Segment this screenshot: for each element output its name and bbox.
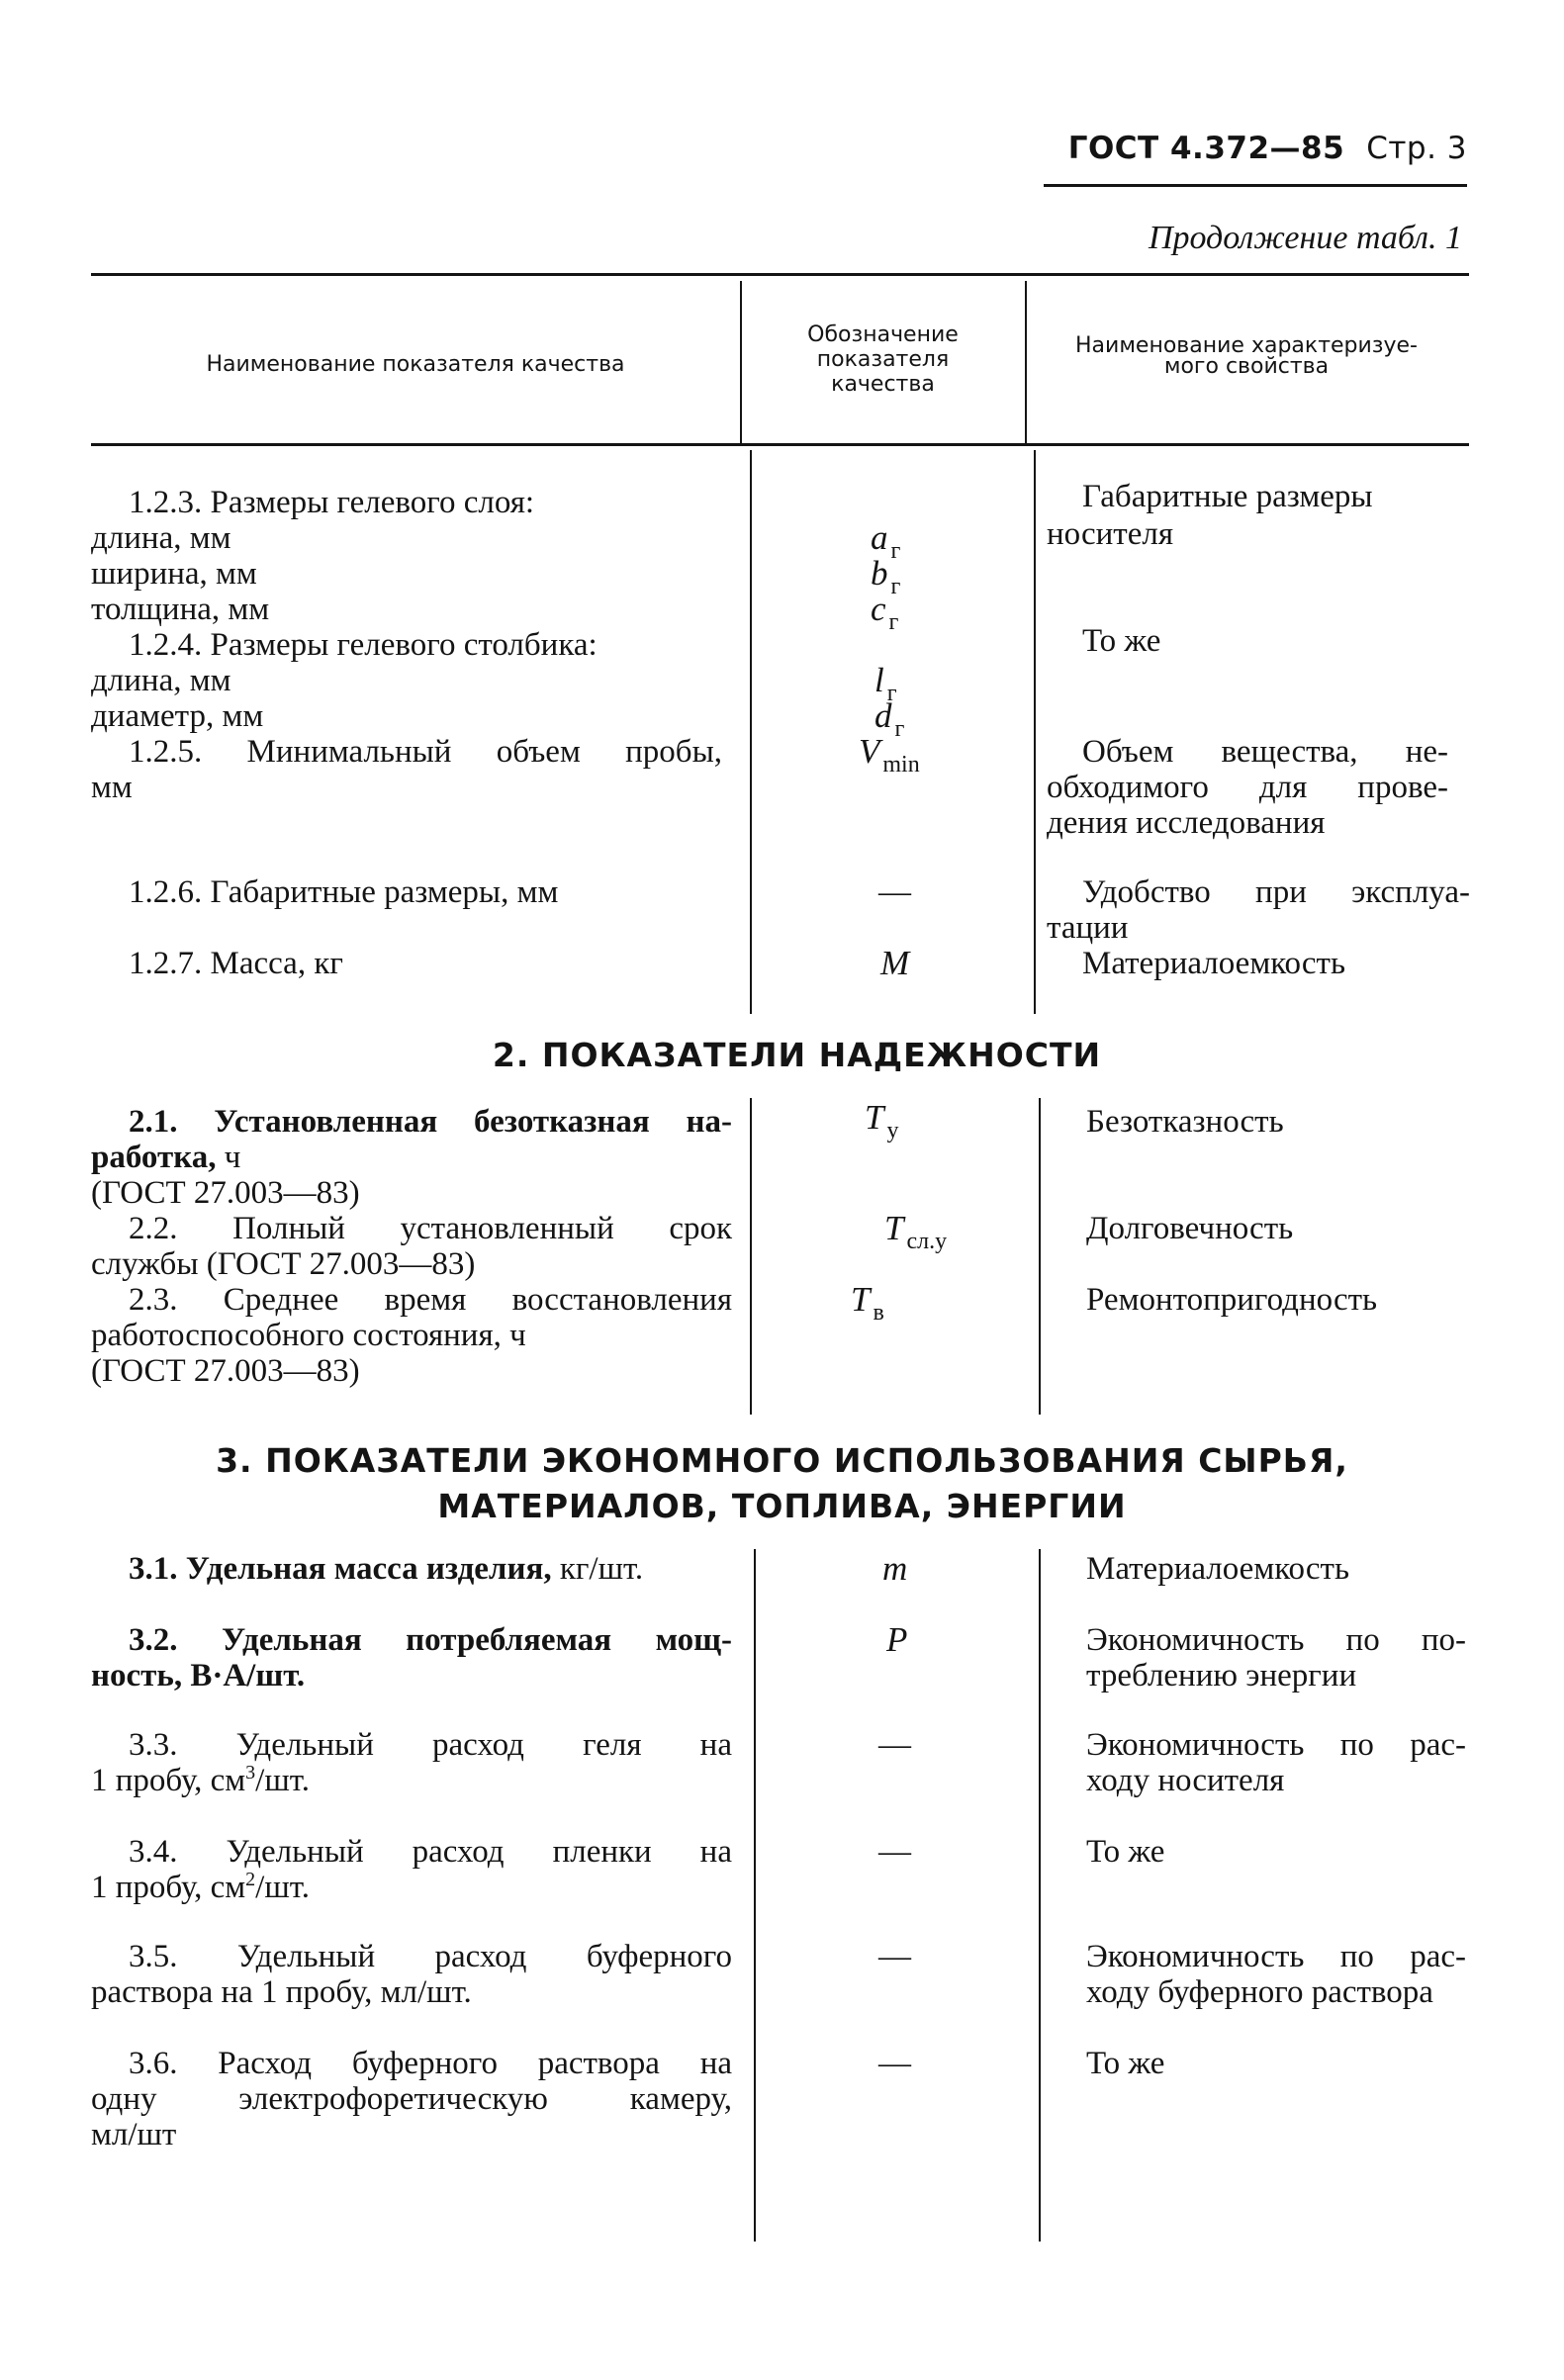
row-3-6-symbol: — [878, 2046, 911, 2081]
header-column-divider-2 [1025, 281, 1027, 443]
symbol-l-g: l $_г$ [874, 661, 897, 706]
symbol-t-u: T $_у$ [865, 1098, 899, 1144]
row-1-2-5-property-l3: дения исследования [1047, 805, 1326, 841]
row-3-6-name-l2: одну электрофоретическую камеру, [91, 2081, 732, 2117]
row-3-3-symbol: — [878, 1727, 911, 1763]
row-1-2-5-property-l2: обходимого для прове- [1047, 770, 1448, 805]
row-2-1-name: 2.1. Установленная безотказная на- [129, 1104, 732, 1140]
row-3-6-name: 3.6. Расход буферного раствора на [129, 2046, 732, 2081]
section-3-title-l1: 3. ПОКАЗАТЕЛИ ЭКОНОМНОГО ИСПОЛЬЗОВАНИЯ СЫРЬЯ, [216, 1441, 1348, 1480]
row-2-3-name-l2: работоспособного состояния, ч [91, 1318, 526, 1353]
row-1-2-3-length: длина, мм [91, 520, 231, 556]
symbol-c-g: c $_г$ [871, 590, 899, 635]
column-header-property [1034, 332, 1459, 380]
row-1-2-4-length: длина, мм [91, 663, 231, 698]
row-3-4-name-l2: 1 пробу, $см^2/шт$. [91, 1869, 310, 1905]
section3-column-divider-1 [754, 1549, 756, 2242]
row-3-3-property-l1: Экономичность по рас- [1086, 1727, 1466, 1763]
section-3-title-l2: МАТЕРИАЛОВ, ТОПЛИВА, ЭНЕРГИИ [437, 1487, 1127, 1525]
row-1-2-5-name-l2: мм [91, 770, 133, 805]
section2-column-divider-1 [750, 1098, 752, 1415]
row-3-1-property: Материалоемкость [1086, 1551, 1349, 1587]
section-2-title: 2. ПОКАЗАТЕЛИ НАДЕЖНОСТИ [492, 1036, 1102, 1074]
row-1-2-3-property-l2: носителя [1047, 516, 1174, 552]
symbol-t-sl-u: T $_{сл.у}$ [884, 1209, 948, 1254]
row-3-3-name-l2: 1 пробу, $см^3/шт$. [91, 1762, 310, 1798]
row-2-2-property: Долговечность [1086, 1211, 1294, 1246]
symbol-t-v: T $_в$ [851, 1280, 884, 1326]
row-1-2-6-property-l2: тации [1047, 910, 1129, 946]
row-1-2-6-property-l1: Удобство при эксплуа- [1082, 874, 1470, 910]
row-2-1-standard: (ГОСТ 27.003—83) [91, 1175, 360, 1211]
row-3-3-name: 3.3. Удельный расход геля на [129, 1727, 732, 1763]
row-3-1-symbol: m [882, 1549, 908, 1588]
section-3-title [0, 1438, 1564, 1529]
column-header-symbol [747, 321, 1019, 398]
column-header-symbol-l1: Обозначение [807, 322, 959, 347]
row-3-4-symbol: — [878, 1834, 911, 1870]
row-1-2-3-width: ширина, мм [91, 556, 257, 592]
group1-column-divider-2 [1034, 450, 1036, 1014]
symbol-v-min: V $_{min}$ [859, 732, 920, 778]
row-2-2-name: 2.2. Полный установленный срок [129, 1211, 732, 1246]
row-1-2-4-property: То же [1082, 623, 1161, 659]
row-3-2-name: 3.2. Удельная потребляемая мощ- [129, 1622, 732, 1658]
symbol-a-g: a $_г$ [871, 518, 901, 564]
row-1-2-5-property-l1: Объем вещества, не- [1082, 734, 1448, 770]
row-3-4-name: 3.4. Удельный расход пленки на [129, 1834, 732, 1870]
table-header-rule [91, 443, 1469, 446]
row-1-2-3-thickness: толщина, мм [91, 592, 270, 627]
row-3-5-property-l1: Экономичность по рас- [1086, 1939, 1466, 1974]
row-3-5-property-l2: ходу буферного раствора [1086, 1974, 1433, 2010]
row-1-2-6-symbol: — [878, 874, 911, 910]
row-1-2-3-name: 1.2.3. Размеры гелевого слоя: [129, 485, 535, 520]
row-2-1-property: Безотказность [1086, 1104, 1284, 1140]
symbol-d-g: d $_г$ [874, 696, 905, 742]
row-1-2-5-name: 1.2.5. Минимальный объем пробы, [129, 734, 722, 770]
section3-column-divider-2 [1039, 1549, 1041, 2242]
column-header-symbol-l3: качества [831, 372, 935, 397]
table-top-rule [91, 273, 1469, 276]
row-1-2-7-property: Материалоемкость [1082, 946, 1345, 981]
row-3-5-name-l2: раствора на 1 пробу, мл/шт. [91, 1974, 472, 2010]
column-header-symbol-l2: показателя [816, 347, 950, 372]
row-1-2-3-property-l1: Габаритные размеры [1082, 479, 1373, 514]
row-3-2-property-l1: Экономичность по по- [1086, 1622, 1466, 1658]
row-3-6-name-l3: мл/шт [91, 2117, 177, 2152]
column-header-property-l1: Наименование характеризуе- [1075, 333, 1418, 358]
row-3-4-property: То же [1086, 1834, 1165, 1870]
row-3-3-property-l2: ходу носителя [1086, 1763, 1285, 1798]
symbol-b-g: b $_г$ [871, 554, 901, 599]
row-1-2-4-diameter: диаметр, мм [91, 698, 264, 734]
column-header-property-l2: мого свойства [1163, 354, 1330, 379]
row-2-2-name-l2: службы (ГОСТ 27.003—83) [91, 1246, 476, 1282]
header-column-divider-1 [740, 281, 742, 443]
section2-column-divider-2 [1039, 1098, 1041, 1415]
document-header [1068, 131, 1467, 166]
row-3-1-name: 3.1. Удельная масса изделия, кг/шт. [129, 1551, 644, 1587]
row-3-2-name-l2: ность, В·А/шт. [91, 1658, 306, 1693]
row-3-2-property-l2: треблению энергии [1086, 1658, 1357, 1693]
row-2-3-property: Ремонтопригодность [1086, 1282, 1378, 1318]
row-2-3-name: 2.3. Среднее время восстановления [129, 1282, 732, 1318]
header-rule [1044, 184, 1467, 187]
row-2-1-name-l2: работка, ч [91, 1140, 241, 1175]
row-2-3-standard: (ГОСТ 27.003—83) [91, 1353, 360, 1389]
row-1-2-7-symbol: M [880, 944, 910, 982]
group1-column-divider-1 [750, 450, 752, 1014]
row-3-5-name: 3.5. Удельный расход буферного [129, 1939, 732, 1974]
doc-id: ГОСТ 4.372—85 [1067, 131, 1345, 166]
column-header-name: Наименование показателя качества [206, 352, 625, 377]
row-1-2-6-name: 1.2.6. Габаритные размеры, мм [129, 874, 559, 910]
row-3-5-symbol: — [878, 1939, 911, 1974]
table-continuation-label: Продолжение табл. 1 [1148, 220, 1462, 256]
row-3-2-symbol: P [886, 1620, 908, 1659]
row-1-2-4-name: 1.2.4. Размеры гелевого столбика: [129, 627, 598, 663]
row-1-2-7-name: 1.2.7. Масса, кг [129, 946, 343, 981]
row-3-6-property: То же [1086, 2046, 1165, 2081]
page-number: Стр. 3 [1366, 131, 1467, 166]
